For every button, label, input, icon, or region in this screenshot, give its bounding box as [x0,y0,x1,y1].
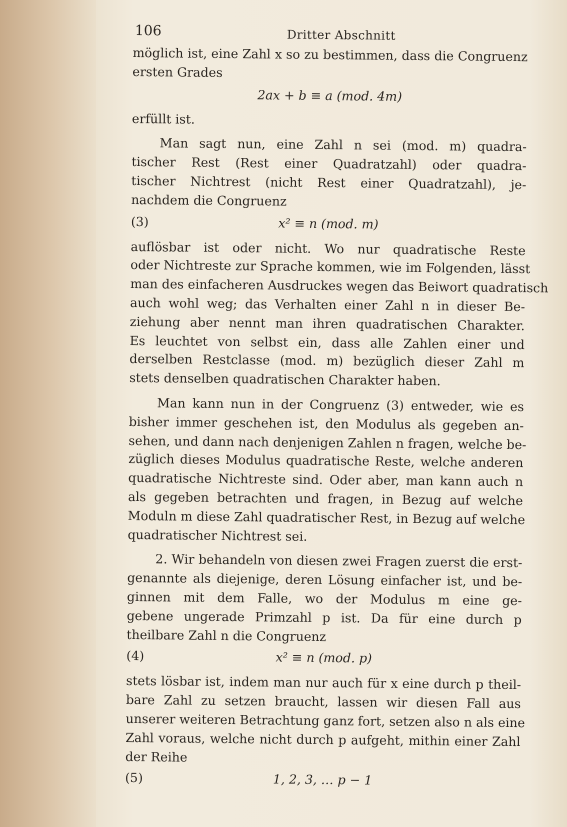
text-line: gebene ungerade Primzahl p ist. Da für eine durch p [126,607,522,627]
text-line: Zahl voraus, welche nicht durch p aufgeht, mithin einer Zahl [125,729,521,749]
text-line: auflösbar ist oder nicht. Wo nur quadratische Reste [130,238,526,258]
equation-4 [126,647,521,673]
equation-formula: x² ≡ n (mod. m) [278,215,379,232]
text-line: züglich dieses Modulus quadratische Reste, welche anderen [128,451,524,471]
equation-formula: x² ≡ n (mod. p) [275,649,373,666]
text-line: ersten Grades [132,63,223,80]
text-line: unserer weiteren Betrachtung ganz fort, setzen also n als eine [125,710,526,731]
text-line: quadratische Nichtreste sind. Oder aber, man kann auch n [128,470,524,490]
page-number: 106 [134,23,162,40]
text-line: sehen, und dann nach denjenigen Zahlen n fragen, welche be- [128,432,527,452]
equation-3 [131,213,526,239]
equation-number: (5) [124,770,143,786]
text-line: nachdem die Congruenz [131,191,287,209]
equation-formula: 2ax + b ≡ a (mod. 4m) [257,86,403,104]
equation-1 [132,85,527,111]
paragraph-section-2 [126,550,522,648]
text-line: man des einfacheren Ausdruckes wegen das Beiwort quadratisch [130,276,549,296]
paragraph-intro [132,44,527,86]
text-line: auch wohl weg; das Verhalten einer Zahl n in dieser Be- [129,294,526,315]
text-line: ziehung aber nennt man ihren quadratischen Charakter. [129,313,525,333]
text-line: Es leuchtet von selbst ein, dass alle Zahlen einer und [129,332,525,352]
text-line: derselben Restclasse (mod. m) bezüglich dieser Zahl m [129,351,525,371]
text-line: tischer Nichtrest (nicht Rest einer Quadratzahl), je- [131,172,527,193]
text-line: quadratischer Nichtrest sei. [127,526,308,544]
text-line: oder Nichtreste zur Sprache kommen, wie im Folgenden, lässt [130,257,531,277]
text-line: 2. Wir behandeln von diesen zwei Fragen zuerst die erst- [155,551,523,571]
text-line: Moduln m diese Zahl quadratischer Rest, in Bezug auf welche [127,507,526,527]
page-header [133,20,528,48]
paragraph-definition [131,134,527,213]
paragraph-solvable [129,238,549,393]
equation-5 [125,769,520,795]
text-line: Man sagt nun, eine Zahl n sei (mod. m) quadra- [159,135,527,155]
text-line: bisher immer geschehen ist, den Modulus als gegeben an- [128,413,524,433]
text-line: tischer Rest (Rest einer Quadratzahl) oder quadra- [131,154,527,174]
paragraph-questions [128,394,525,549]
equation-number: (3) [130,213,149,229]
text-line: Man kann nun in der Congruenz (3) entweder, wie es [156,395,525,415]
text-line: genannte als diejenige, deren Lösung einfacher ist, und be- [127,570,523,590]
text-line: stets denselben quadratischen Charakter haben. [129,370,441,389]
equation-formula: 1, 2, 3, … p − 1 [272,771,373,788]
text-line: theilbare Zahl n die Congruenz [126,626,327,644]
text-line: stets lösbar ist, indem man nur auch für x eine durch p theil- [126,673,522,693]
page-content [124,20,549,798]
paragraph-always-solvable [125,672,526,770]
text-line: der Reihe [125,748,188,765]
text-line: ginnen mit dem Falle, wo der Modulus m eine ge- [126,588,523,609]
text-line: als gegeben betrachten und fragen, in Bezug auf welche [127,488,524,509]
text-line: möglich ist, eine Zahl x so zu bestimmen, dass die Congruenz [132,44,528,65]
running-title: Dritter Abschnitt [286,27,396,43]
equation-number: (4) [126,648,145,664]
text-line: erfüllt ist. [131,110,195,127]
text-line: bare Zahl zu setzen braucht, lassen wir diesen Fall aus [125,692,521,712]
